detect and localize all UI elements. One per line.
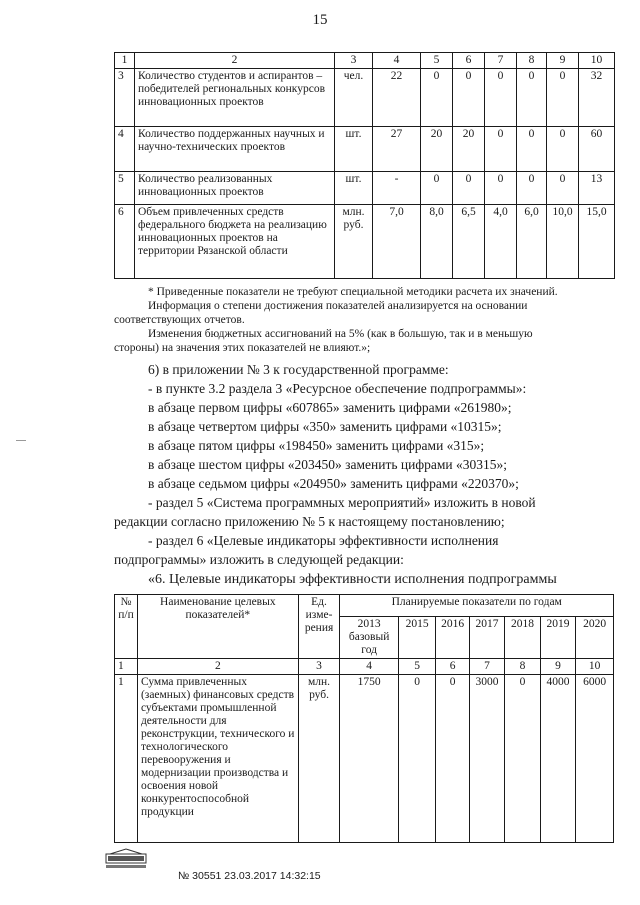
- value-cell: 6000: [576, 675, 614, 843]
- row-number: 5: [115, 172, 135, 205]
- table1-header-row: [115, 53, 615, 69]
- value-cell: 0: [505, 675, 540, 843]
- scan-mark: [16, 440, 26, 441]
- body-line: 6) в приложении № 3 к государственной программе:: [148, 362, 449, 377]
- body-line: в абзаце первом цифры «607865» заменить цифрами «261980»;: [148, 400, 512, 415]
- value-cell: 1750: [340, 675, 398, 843]
- year-header: 2015: [398, 617, 436, 659]
- table-row: [115, 205, 615, 279]
- row-number: 6: [115, 205, 135, 279]
- table1-header-cell: 5: [421, 53, 453, 69]
- value-cell: 20: [453, 127, 485, 172]
- unit-cell: млн. руб.: [298, 675, 340, 843]
- year-header: 2016: [436, 617, 469, 659]
- body-line: в абзаце шестом цифры «203450» заменить цифрами «30315»;: [148, 457, 507, 472]
- value-cell: 32: [579, 69, 615, 127]
- value-cell: 0: [436, 675, 469, 843]
- row-number: 1: [115, 675, 138, 843]
- index-cell: 3: [298, 659, 340, 675]
- table1-header-cell: 6: [453, 53, 485, 69]
- value-cell: 6,0: [517, 205, 547, 279]
- table-row: [115, 172, 615, 205]
- column-header-unit: Ед. изме-рения: [298, 595, 340, 659]
- document-registration-stamp: № 30551 23.03.2017 14:32:15: [178, 870, 321, 882]
- indicator-name: Объем привлеченных средств федерального бюджета на реализацию инновационных проектов на территории Рязанской области: [135, 205, 335, 279]
- body-line: - раздел 6 «Целевые индикаторы эффективности исполнения: [148, 533, 499, 548]
- value-cell: 0: [517, 69, 547, 127]
- table2-index-row: [115, 659, 614, 675]
- value-cell: 0: [453, 172, 485, 205]
- value-cell: 60: [579, 127, 615, 172]
- index-cell: 10: [576, 659, 614, 675]
- value-cell: 0: [485, 172, 517, 205]
- unit-cell: млн. руб.: [335, 205, 373, 279]
- body-line: в абзаце пятом цифры «198450» заменить цифрами «315»;: [148, 438, 485, 453]
- year-header: 2020: [576, 617, 614, 659]
- note-line: Изменения бюджетных ассигнований на 5% (как в большую, так и в меньшую: [148, 328, 533, 340]
- table1-header-cell: 10: [579, 53, 615, 69]
- year-header: 2018: [505, 617, 540, 659]
- government-logo-icon: [104, 848, 148, 870]
- value-cell: 0: [517, 127, 547, 172]
- table1-header-cell: 4: [373, 53, 421, 69]
- value-cell: 0: [517, 172, 547, 205]
- table2-header-row: [115, 595, 614, 617]
- value-cell: 0: [453, 69, 485, 127]
- column-header-plan: Планируемые показатели по годам: [340, 595, 614, 617]
- value-cell: 4,0: [485, 205, 517, 279]
- value-cell: -: [373, 172, 421, 205]
- row-number: 4: [115, 127, 135, 172]
- table1-header-cell: 3: [335, 53, 373, 69]
- body-line: - в пункте 3.2 раздела 3 «Ресурсное обеспечение подпрограммы»:: [148, 381, 527, 396]
- value-cell: 0: [547, 172, 579, 205]
- indicators-table-continued: [114, 52, 615, 279]
- value-cell: 0: [485, 127, 517, 172]
- index-cell: 6: [436, 659, 469, 675]
- value-cell: 0: [421, 172, 453, 205]
- year-header: 2019: [540, 617, 575, 659]
- year-header: 2013 базовый год: [340, 617, 398, 659]
- value-cell: 0: [398, 675, 436, 843]
- table-row: [115, 69, 615, 127]
- column-header-name: Наименование целевых показателей*: [137, 595, 298, 659]
- value-cell: 0: [547, 127, 579, 172]
- value-cell: 6,5: [453, 205, 485, 279]
- value-cell: 4000: [540, 675, 575, 843]
- note-line: соответствующих отчетов.: [114, 314, 245, 326]
- table1-header-cell: 8: [517, 53, 547, 69]
- table1-header-cell: 1: [115, 53, 135, 69]
- unit-cell: шт.: [335, 127, 373, 172]
- index-cell: 2: [137, 659, 298, 675]
- value-cell: 27: [373, 127, 421, 172]
- value-cell: 13: [579, 172, 615, 205]
- section-title: «6. Целевые индикаторы эффективности исполнения подпрограммы: [148, 572, 557, 587]
- unit-cell: чел.: [335, 69, 373, 127]
- body-line: в абзаце седьмом цифры «204950» заменить цифрами «220370»;: [148, 476, 519, 491]
- footnote: * Приведенные показатели не требуют специальной методики расчета их значений.: [148, 286, 558, 298]
- page-number: 15: [312, 12, 328, 28]
- value-cell: 3000: [469, 675, 504, 843]
- table-row: [115, 127, 615, 172]
- year-header: 2017: [469, 617, 504, 659]
- table1-header-cell: 2: [135, 53, 335, 69]
- index-cell: 7: [469, 659, 504, 675]
- table-row: [115, 675, 614, 843]
- value-cell: 0: [485, 69, 517, 127]
- index-cell: 8: [505, 659, 540, 675]
- body-line: - раздел 5 «Система программных мероприятий» изложить в новой: [148, 495, 536, 510]
- index-cell: 4: [340, 659, 398, 675]
- column-header-number: № п/п: [115, 595, 138, 659]
- indicator-name: Количество реализованных инновационных проектов: [135, 172, 335, 205]
- indicator-name: Количество студентов и аспирантов – победителей региональных конкурсов инновационных проектов: [135, 69, 335, 127]
- table1-header-cell: 9: [547, 53, 579, 69]
- body-line: подпрограммы» изложить в следующей редакции:: [114, 552, 404, 567]
- value-cell: 0: [547, 69, 579, 127]
- indicator-name: Количество поддержанных научных и научно-технических проектов: [135, 127, 335, 172]
- value-cell: 8,0: [421, 205, 453, 279]
- value-cell: 0: [421, 69, 453, 127]
- index-cell: 5: [398, 659, 436, 675]
- value-cell: 15,0: [579, 205, 615, 279]
- index-cell: 9: [540, 659, 575, 675]
- table1-header-cell: 7: [485, 53, 517, 69]
- value-cell: 22: [373, 69, 421, 127]
- unit-cell: шт.: [335, 172, 373, 205]
- index-cell: 1: [115, 659, 138, 675]
- row-number: 3: [115, 69, 135, 127]
- target-indicators-table: [114, 594, 614, 843]
- value-cell: 7,0: [373, 205, 421, 279]
- value-cell: 20: [421, 127, 453, 172]
- indicator-name: Сумма привлеченных (заемных) финансовых средств субъектами промышленной деятельности для реконструкции, технического и технологического перевооружения и модернизации производства и освоения новой конкурентоспособной продукции: [137, 675, 298, 843]
- value-cell: 10,0: [547, 205, 579, 279]
- body-line: редакции согласно приложению № 5 к настоящему постановлению;: [114, 514, 505, 529]
- note-line: стороны) на значения этих показателей не влияют.»;: [114, 342, 371, 354]
- body-line: в абзаце четвертом цифры «350» заменить цифрами «10315»;: [148, 419, 502, 434]
- note-line: Информация о степени достижения показателей анализируется на основании: [148, 300, 528, 312]
